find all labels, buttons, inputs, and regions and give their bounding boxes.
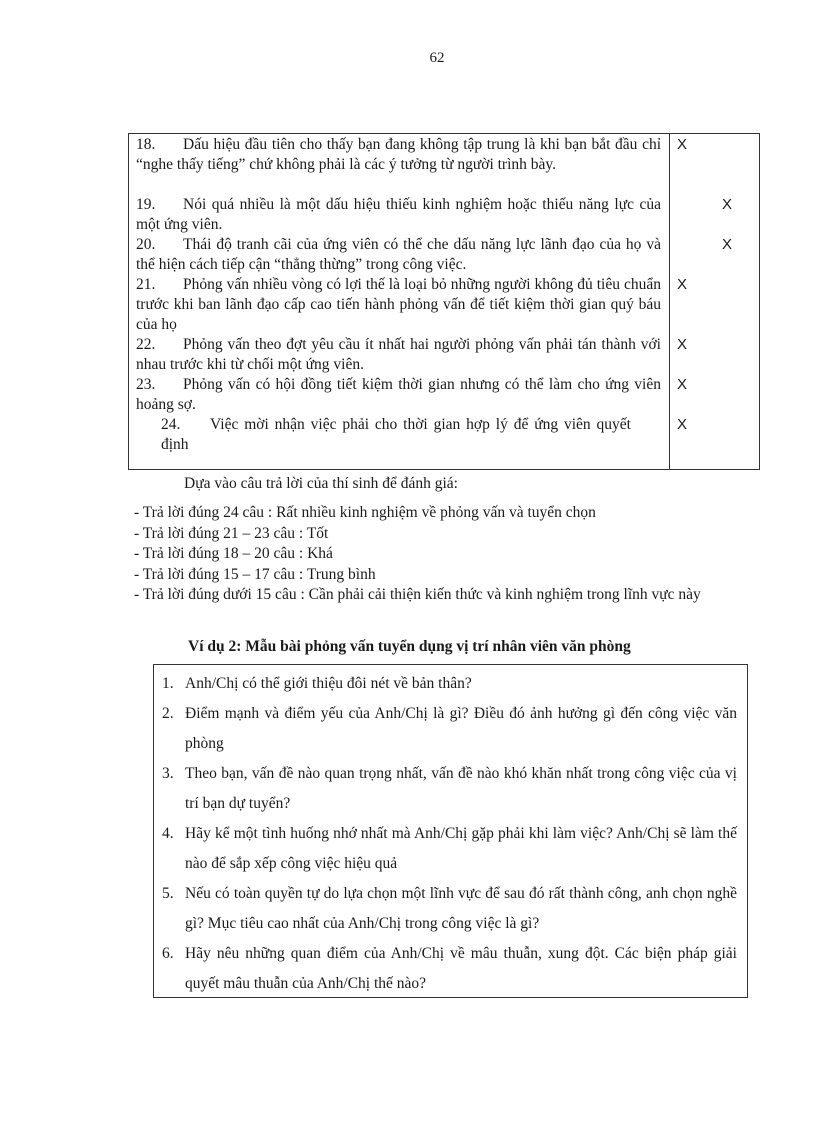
question-text: Theo bạn, vấn đề nào quan trọng nhất, vấn đề nào khó khăn nhất trong công việc của vị trí bạn dự tuyển? xyxy=(185,765,737,812)
interview-question-list xyxy=(154,669,744,999)
quiz-number: 24. xyxy=(161,416,181,433)
quiz-text: Phỏng vấn có hội đồng tiết kiệm thời gian nhưng có thể làm cho ứng viên hoảng sợ. xyxy=(136,376,661,413)
column-divider xyxy=(669,134,670,469)
question-text: Hãy nêu những quan điểm của Anh/Chị về mâu thuẫn, xung đột. Các biện pháp giải quyết mâu thuẫn của Anh/Chị thế nào? xyxy=(185,945,737,992)
question-number: 1. xyxy=(162,675,174,692)
interview-question xyxy=(154,669,737,699)
quiz-row-21 xyxy=(136,275,661,335)
quiz-text: Việc mời nhận việc phải cho thời gian hợp lý để ứng viên quyết định xyxy=(161,416,631,453)
question-number: 4. xyxy=(162,825,174,842)
quiz-row-18 xyxy=(136,135,661,175)
example-title: Ví dụ 2: Mẫu bài phỏng vấn tuyển dụng vị trí nhân viên văn phòng xyxy=(188,638,631,655)
quiz-row-24 xyxy=(161,415,631,455)
question-text: Anh/Chị có thể giới thiệu đôi nét về bản thân? xyxy=(185,675,472,692)
mark-b: X xyxy=(722,196,733,213)
evaluation-item: - Trả lời đúng 18 – 20 câu : Khá xyxy=(134,545,333,562)
quiz-text: Phỏng vấn theo đợt yêu cầu ít nhất hai người phỏng vấn phải tán thành với nhau trước khi từ chối một ứng viên. xyxy=(136,336,661,373)
mark-b: X xyxy=(722,236,733,253)
quiz-row-22 xyxy=(136,335,661,375)
quiz-text: Nói quá nhiều là một dấu hiệu thiếu kinh nghiệm hoặc thiếu năng lực của một ứng viên. xyxy=(136,196,661,233)
question-text: Nếu có toàn quyền tự do lựa chọn một lĩnh vực để sau đó rất thành công, anh chọn nghề gì? Mục tiêu cao nhất của Anh/Chị trong công việc là gì? xyxy=(185,885,737,932)
question-text: Hãy kể một tình huống nhớ nhất mà Anh/Chị gặp phải khi làm việc? Anh/Chị sẽ làm thế nào để sắp xếp công việc hiệu quả xyxy=(185,825,737,872)
quiz-number: 18. xyxy=(136,136,156,153)
mark-a: X xyxy=(677,336,688,353)
evaluation-item: - Trả lời đúng dưới 15 câu : Cần phải cải thiện kiến thức và kinh nghiệm trong lĩnh vực này xyxy=(134,586,701,603)
quiz-text: Thái độ tranh cãi của ứng viên có thể che dấu năng lực lãnh đạo của họ và thể hiện cách tiếp cận “thẳng thừng” trong công việc. xyxy=(136,236,661,273)
evaluation-item: - Trả lời đúng 21 – 23 câu : Tốt xyxy=(134,524,329,542)
interview-question xyxy=(154,759,737,819)
evaluation-intro: Dựa vào câu trả lời của thí sinh để đánh giá: xyxy=(184,475,458,492)
quiz-number: 19. xyxy=(136,196,156,213)
question-number: 3. xyxy=(162,765,174,782)
question-number: 2. xyxy=(162,705,174,722)
quiz-number: 22. xyxy=(136,336,156,353)
quiz-number: 21. xyxy=(136,276,156,293)
mark-a: X xyxy=(677,136,688,153)
quiz-text: Dấu hiệu đầu tiên cho thấy bạn đang không tập trung là khi bạn bắt đầu chỉ “nghe thấy tiếng” chứ không phải là các ý tưởng từ người trình bày. xyxy=(136,136,661,173)
mark-a: X xyxy=(677,276,688,293)
quiz-number: 20. xyxy=(136,236,156,253)
quiz-text: Phỏng vấn nhiều vòng có lợi thế là loại bỏ những người không đủ tiêu chuẩn trước khi ban lãnh đạo cấp cao tiến hành phỏng vấn để tiết kiệm thời gian quý báu của họ xyxy=(136,276,661,333)
question-text: Điểm mạnh và điểm yếu của Anh/Chị là gì? Điều đó ảnh hưởng gì đến công việc văn phòng xyxy=(185,705,737,752)
interview-questions-box xyxy=(153,664,748,998)
evaluation-list xyxy=(134,503,732,606)
mark-a: X xyxy=(677,376,688,393)
interview-question xyxy=(154,939,737,999)
quiz-row-19 xyxy=(136,195,661,235)
evaluation-item: - Trả lời đúng 24 câu : Rất nhiều kinh nghiệm về phỏng vấn và tuyển chọn xyxy=(134,504,596,521)
evaluation-item: - Trả lời đúng 15 – 17 câu : Trung bình xyxy=(134,565,376,583)
interview-question xyxy=(154,879,737,939)
quiz-number: 23. xyxy=(136,376,156,393)
page-number: 62 xyxy=(429,50,445,66)
question-number: 5. xyxy=(162,885,174,902)
quiz-table xyxy=(128,133,760,470)
quiz-row-20 xyxy=(136,235,661,275)
interview-question xyxy=(154,819,737,879)
interview-question xyxy=(154,699,737,759)
quiz-row-23 xyxy=(136,375,661,415)
mark-a: X xyxy=(677,416,688,433)
question-number: 6. xyxy=(162,945,174,962)
